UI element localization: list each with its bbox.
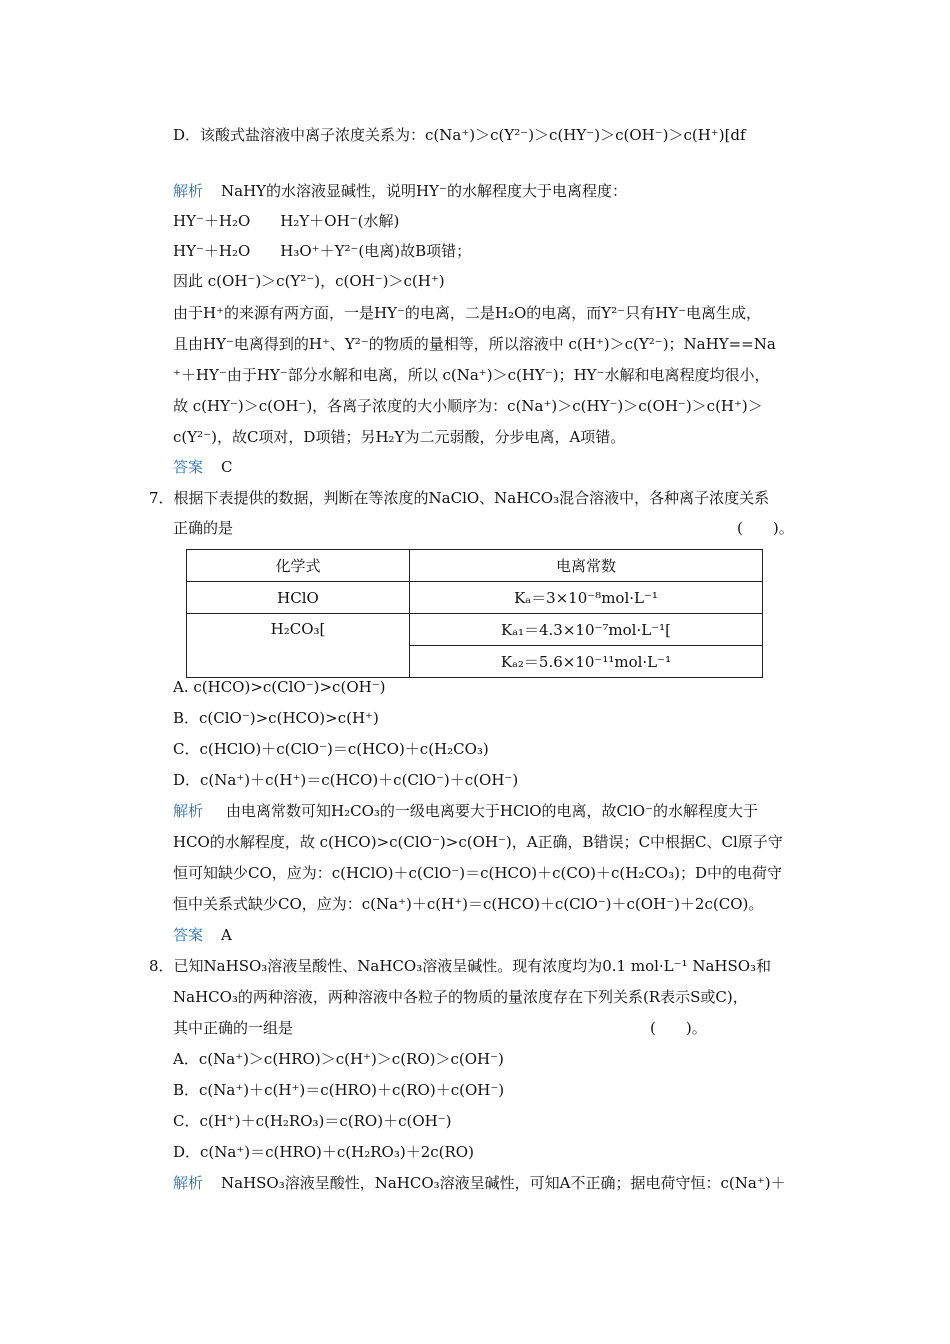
analysis-text: NaHY的水溶液显碱性，说明HY⁻的水解程度大于电离程度：: [221, 182, 627, 200]
option-d: D．c(Na⁺)＝c(HRO)＋c(H₂RO₃)＋2c(RO): [173, 1143, 474, 1161]
analysis-paragraph-line: c(Y²⁻)，故C项对，D项错；另H₂Y为二元弱酸，分步电离，A项错。: [173, 428, 626, 446]
table-row: [187, 614, 763, 646]
option-a: A．c(Na⁺)＞c(HRO)＞c(H⁺)＞c(RO)＞c(OH⁻): [173, 1050, 504, 1068]
analysis-text: NaHSO₃溶液呈酸性，NaHCO₃溶液呈碱性，可知A不正确；据电荷守恒：c(Na⁺)＋: [221, 1174, 786, 1192]
option-d: D．c(Na⁺)＋c(H⁺)＝c(HCO)＋c(ClO⁻)＋c(OH⁻): [173, 771, 519, 789]
analysis-label: 解析: [173, 1174, 204, 1192]
answer-value: C: [221, 458, 233, 476]
question-7-stem: 7．根据下表提供的数据，判断在等浓度的NaClO、NaHCO₃混合溶液中，各种离子浓度关系: [149, 489, 770, 507]
analysis-paragraph-line: 恒可知缺少CO，应为：c(HClO)＋c(ClO⁻)＝c(HCO)＋c(CO)＋c(H₂CO₃)；D中的电荷守: [173, 864, 782, 882]
analysis-text: 由电离常数可知H₂CO₃的一级电离要大于HClO的电离，故ClO⁻的水解程度大于: [226, 802, 759, 820]
equation-conclusion: 因此 c(OH⁻)＞c(Y²⁻)，c(OH⁻)＞c(H⁺): [173, 272, 445, 290]
analysis-paragraph-line: HCO的水解程度，故 c(HCO)>c(ClO⁻)>c(OH⁻)，A正确，B错误；C中根据C、Cl原子守: [173, 833, 783, 851]
question-7-stem-cont: 正确的是: [173, 519, 234, 537]
table-header-cell: 化学式: [187, 550, 410, 582]
option-a: A. c(HCO)>c(ClO⁻)>c(OH⁻): [173, 678, 386, 696]
analysis-paragraph-line: ⁺＋HY⁻由于HY⁻部分水解和电离，所以 c(Na⁺)＞c(HY⁻)；HY⁻水解和电离程度均很小，: [173, 366, 770, 384]
table-cell-formula: HClO: [187, 582, 410, 614]
answer-blank: ( )。: [737, 519, 794, 537]
question-8-stem: 8．已知NaHSO₃溶液呈酸性、NaHCO₃溶液呈碱性。现有浓度均为0.1 mol·L⁻¹ NaHSO₃和: [149, 957, 772, 975]
analysis-paragraph-line: 且由HY⁻电离得到的H⁺、Y²⁻的物质的量相等，所以溶液中 c(H⁺)＞c(Y²⁻)；NaHY==Na: [173, 335, 776, 353]
equation-ionization: HY⁻＋H₂O H₃O⁺＋Y²⁻(电离)故B项错；: [173, 242, 472, 260]
analysis-label: 解析: [173, 802, 204, 820]
analysis-paragraph-line: 故 c(HY⁻)＞c(OH⁻)，各离子浓度的大小顺序为：c(Na⁺)＞c(HY⁻)＞c(OH⁻)＞c(H⁺)＞: [173, 397, 763, 415]
ionization-constant-table: [186, 549, 763, 678]
table-cell-constant: Kₐ＝3×10⁻⁸mol·L⁻¹: [410, 582, 763, 614]
option-c: C．c(HClO)＋c(ClO⁻)＝c(HCO)＋c(H₂CO₃): [173, 740, 489, 758]
question-8-stem-cont: NaHCO₃的两种溶液，两种溶液中各粒子的物质的量浓度存在下列关系(R表示S或C)，: [173, 988, 748, 1006]
analysis-paragraph-line: 恒中关系式缺少CO，应为：c(Na⁺)＋c(H⁺)＝c(HCO)＋c(ClO⁻)＋c(OH⁻)＋2c(CO)。: [173, 895, 764, 913]
answer-value: A: [221, 926, 232, 944]
table-cell-formula: H₂CO₃[: [187, 614, 410, 678]
option-b: B．c(Na⁺)＋c(H⁺)＝c(HRO)＋c(RO)＋c(OH⁻): [173, 1081, 505, 1099]
answer-label: 答案: [173, 458, 204, 476]
table-cell-constant: Kₐ₁＝4.3×10⁻⁷mol·L⁻¹[: [410, 614, 763, 646]
analysis-paragraph-line: 由于H⁺的来源有两方面，一是HY⁻的电离，二是H₂O的电离，而Y²⁻只有HY⁻电离生成，: [173, 304, 762, 322]
table-row: [187, 582, 763, 614]
option-b: B．c(ClO⁻)>c(HCO)>c(H⁺): [173, 709, 379, 727]
equation-hydrolysis: HY⁻＋H₂O H₂Y＋OH⁻(水解): [173, 212, 400, 230]
answer-blank: ( )。: [650, 1019, 707, 1037]
question-8-stem-cont: 其中正确的一组是: [173, 1019, 294, 1037]
option-d-line: D．该酸式盐溶液中离子浓度关系为：c(Na⁺)＞c(Y²⁻)＞c(HY⁻)＞c(OH⁻)＞c(H⁺)[df: [173, 126, 746, 144]
analysis-label: 解析: [173, 182, 204, 200]
answer-label: 答案: [173, 926, 204, 944]
option-c: C．c(H⁺)＋c(H₂RO₃)＝c(RO)＋c(OH⁻): [173, 1112, 452, 1130]
table-header-row: [187, 550, 763, 582]
table-cell-constant: Kₐ₂＝5.6×10⁻¹¹mol·L⁻¹: [410, 646, 763, 678]
table-header-cell: 电离常数: [410, 550, 763, 582]
